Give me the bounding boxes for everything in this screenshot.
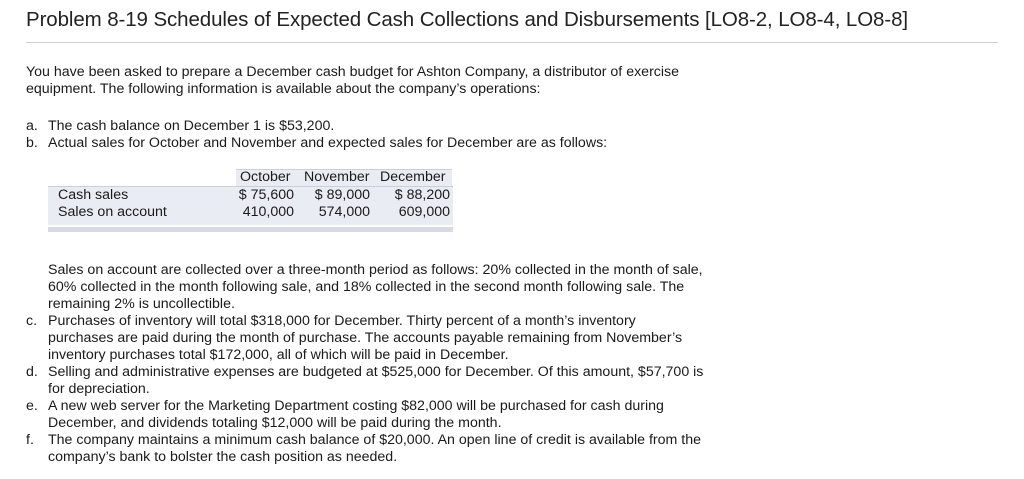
item-b-continuation bbox=[48, 262, 748, 313]
table-cell: $ 88,200 bbox=[394, 187, 450, 203]
item-text-line: Selling and administrative expenses are budgeted at $525,000 for December. Of this amount, $57,700 is bbox=[48, 364, 704, 380]
item-text: The cash balance on December 1 is $53,200. bbox=[48, 118, 335, 134]
item-text bbox=[48, 364, 703, 398]
item-text-line: purchases are paid during the month of purchase. The accounts payable remaining from November’s bbox=[48, 330, 683, 346]
item-marker: c. bbox=[26, 313, 38, 329]
intro-line: equipment. The following information is available about the company’s operations: bbox=[26, 81, 541, 97]
title-divider bbox=[26, 42, 998, 43]
item-text-line: company’s bank to bolster the cash position as needed. bbox=[48, 449, 398, 465]
item-marker: f. bbox=[26, 432, 34, 448]
item-text-line: Purchases of inventory will total $318,000 for December. Thirty percent of a month’s inventory bbox=[48, 313, 636, 329]
table-cell: 574,000 bbox=[318, 204, 370, 220]
item-marker: a. bbox=[26, 118, 38, 134]
table-cell: $ 89,000 bbox=[314, 187, 370, 203]
item-text-line: inventory purchases total $172,000, all of which will be paid in December. bbox=[48, 347, 509, 363]
intro-line: You have been asked to prepare a December cash budget for Ashton Company, a distributor of exercise bbox=[26, 64, 680, 80]
item-text-line: The company maintains a minimum cash balance of $20,000. An open line of credit is available from the bbox=[48, 432, 701, 448]
item-text-line: 60% collected in the month following sale, and 18% collected in the second month following sale. The bbox=[48, 279, 685, 295]
intro-paragraph bbox=[26, 64, 746, 98]
item-c bbox=[26, 313, 766, 364]
table-bottom-rule bbox=[48, 227, 453, 232]
item-marker: b. bbox=[26, 135, 38, 151]
item-e bbox=[26, 398, 766, 432]
item-text-line: Sales on account are collected over a three-month period as follows: 20% collected in the month of sale, bbox=[48, 262, 703, 278]
item-a bbox=[26, 118, 766, 135]
table-cell: $ 75,600 bbox=[238, 187, 294, 203]
item-f bbox=[26, 432, 766, 466]
table-row-label-sales-on-account: Sales on account bbox=[58, 204, 167, 220]
item-text: Actual sales for October and November and expected sales for December are as follows: bbox=[48, 135, 608, 151]
item-marker: e. bbox=[26, 398, 38, 414]
item-text-line: remaining 2% is uncollectible. bbox=[48, 296, 235, 312]
item-text bbox=[48, 432, 701, 466]
table-cell: 410,000 bbox=[242, 204, 294, 220]
item-text-line: December, and dividends totaling $12,000 will be paid during the month. bbox=[48, 415, 502, 431]
item-b bbox=[26, 135, 766, 152]
table-header-october: October bbox=[240, 169, 291, 185]
item-text-line: A new web server for the Marketing Department costing $82,000 will be purchased for cash during bbox=[48, 398, 664, 414]
item-text bbox=[48, 398, 664, 432]
table-header-december: December bbox=[380, 169, 446, 185]
item-text bbox=[48, 313, 682, 364]
table-cell: 609,000 bbox=[398, 204, 450, 220]
table-header-november: November bbox=[304, 169, 370, 185]
table-row-label-cash-sales: Cash sales bbox=[58, 187, 129, 203]
item-d bbox=[26, 364, 766, 398]
item-text-line: for depreciation. bbox=[48, 381, 150, 397]
item-marker: d. bbox=[26, 364, 38, 380]
problem-title: Problem 8-19 Schedules of Expected Cash Collections and Disbursements [LO8-2, LO8-4, LO8-8] bbox=[26, 8, 908, 31]
